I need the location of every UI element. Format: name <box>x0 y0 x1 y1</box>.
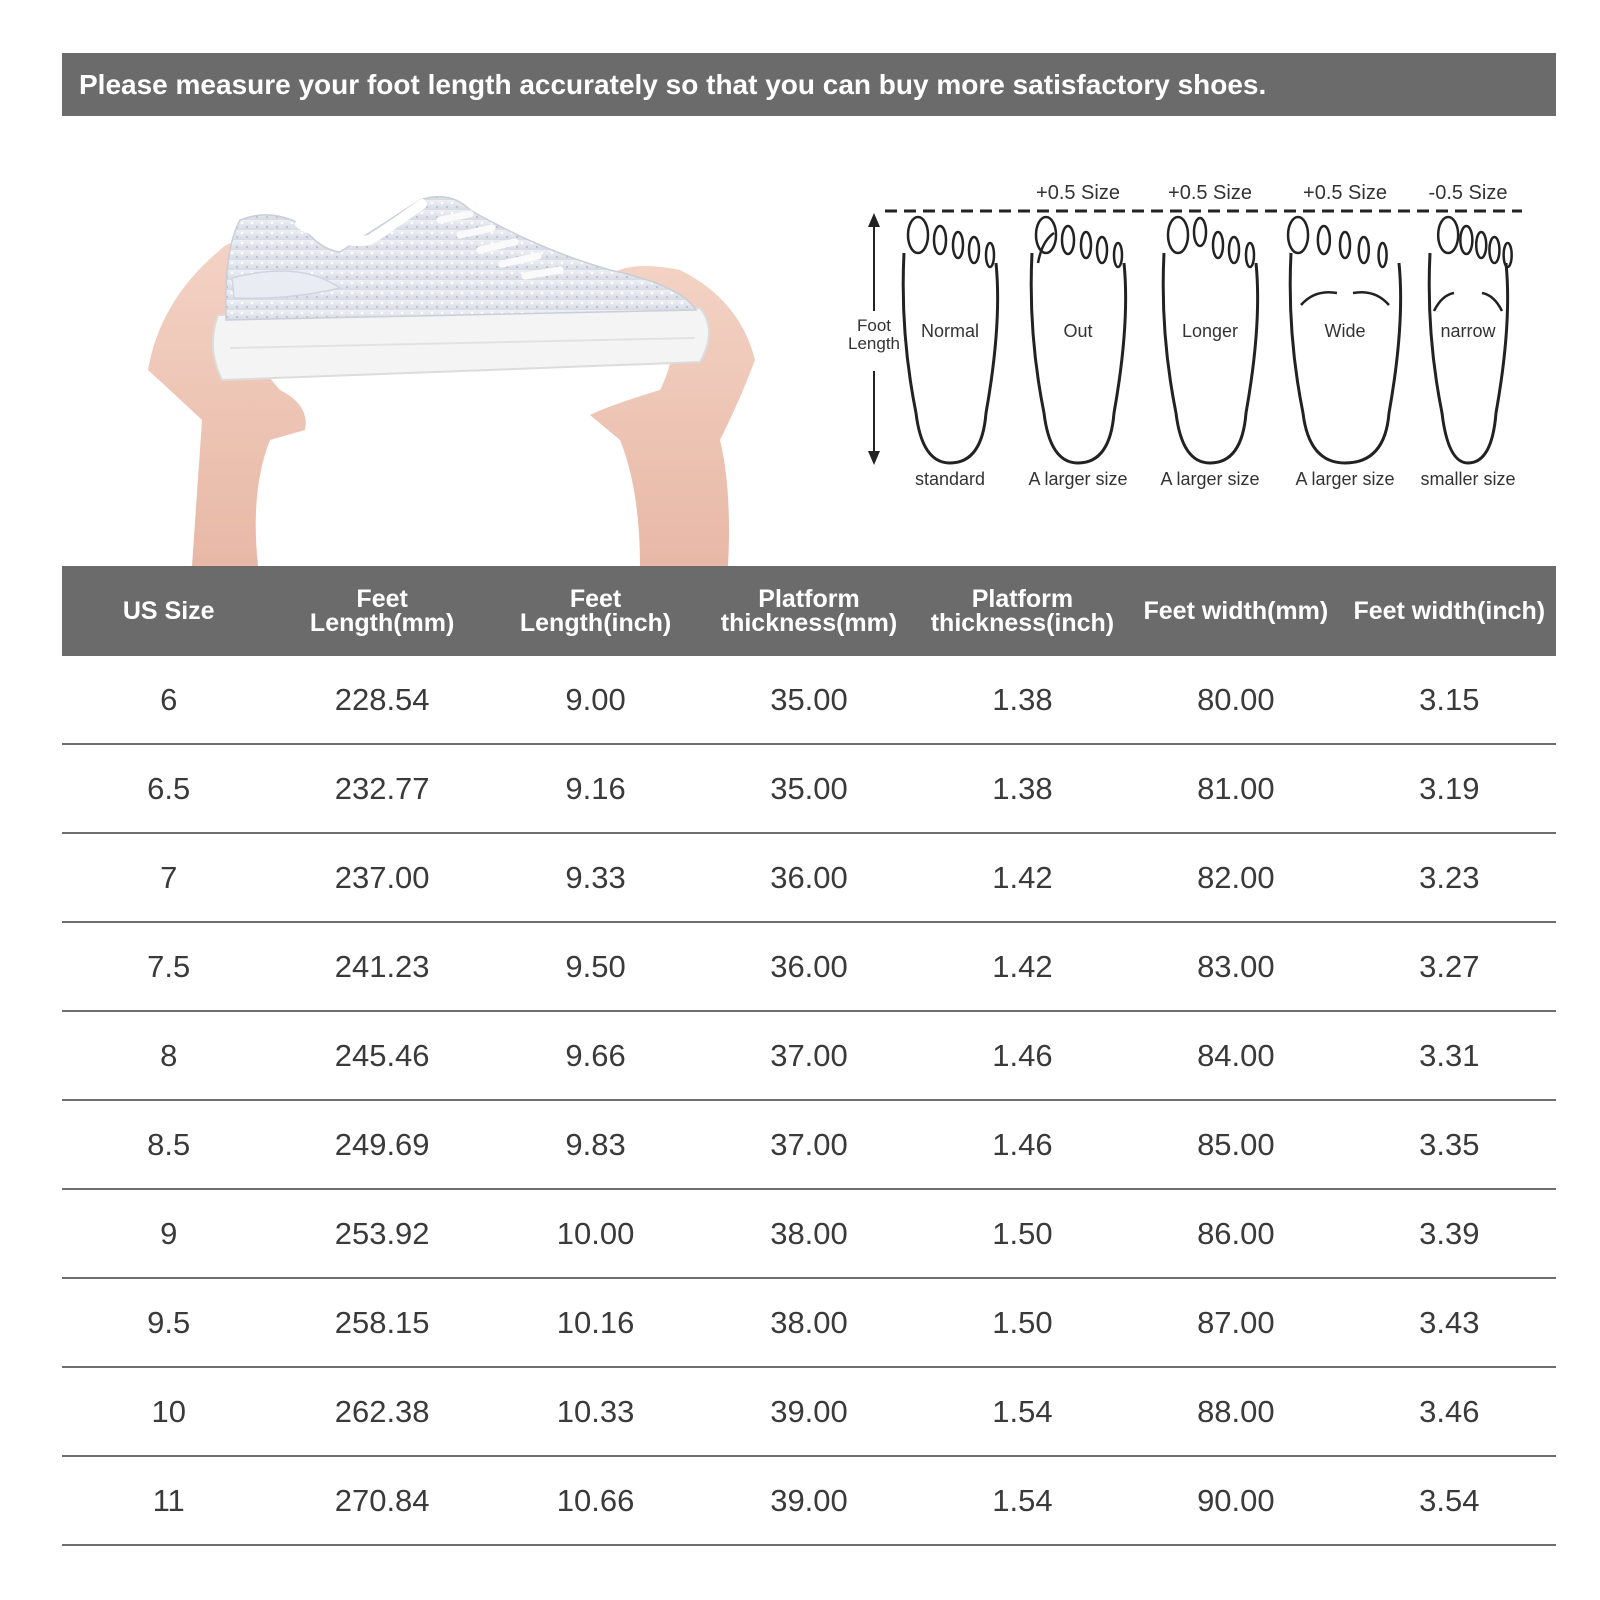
table-cell: 9.50 <box>565 948 626 984</box>
table-cell: 83.00 <box>1197 948 1275 984</box>
table-cell: 1.54 <box>992 1393 1053 1429</box>
table-cell: 39.00 <box>770 1393 848 1429</box>
table-cell: 10.66 <box>556 1482 635 1518</box>
table-cell: 36.00 <box>770 948 848 984</box>
size-adjust-label: +0.5 Size <box>1036 182 1120 204</box>
foot-length-label-line2: Length <box>848 334 900 353</box>
table-cell: 82.00 <box>1197 859 1275 895</box>
table-cell: 86.00 <box>1197 1215 1275 1251</box>
table-cell: 6.5 <box>147 770 191 806</box>
table-cell: 232.77 <box>334 770 430 806</box>
table-cell: 38.00 <box>770 1304 848 1340</box>
table-row <box>62 1012 1556 1101</box>
table-cell: 245.46 <box>334 1037 430 1073</box>
table-cell: 7 <box>160 859 178 895</box>
table-header <box>62 566 1556 656</box>
table-cell: 10.00 <box>556 1215 635 1251</box>
table-cell: 3.39 <box>1419 1215 1480 1251</box>
table-row <box>62 1279 1556 1368</box>
table-cell: 37.00 <box>770 1126 848 1162</box>
foot-outline-out <box>1028 182 1127 489</box>
size-adjust-label: -0.5 Size <box>1428 182 1508 204</box>
table-cell: 81.00 <box>1197 770 1275 806</box>
foot-outline-longer <box>1160 182 1259 489</box>
foot-type-label: narrow <box>1440 321 1496 341</box>
table-cell: 270.84 <box>334 1482 430 1518</box>
table-cell: 1.38 <box>992 681 1053 717</box>
table-cell: 241.23 <box>334 948 430 984</box>
column-header: Feet width(inch) <box>1353 597 1546 625</box>
table-cell: 90.00 <box>1197 1482 1275 1518</box>
table-cell: 10 <box>151 1393 186 1429</box>
size-recommendation-label: A larger size <box>1160 469 1260 489</box>
size-recommendation-label: smaller size <box>1420 469 1516 489</box>
table-cell: 35.00 <box>770 770 848 806</box>
foot-type-label: Normal <box>920 321 980 341</box>
table-row <box>62 923 1556 1012</box>
table-cell: 9.5 <box>147 1304 191 1340</box>
table-cell: 1.54 <box>992 1482 1053 1518</box>
table-cell: 9 <box>160 1215 178 1251</box>
table-cell: 88.00 <box>1197 1393 1275 1429</box>
foot-type-label: Wide <box>1324 321 1366 341</box>
table-cell: 36.00 <box>770 859 848 895</box>
size-recommendation-label: A larger size <box>1295 469 1395 489</box>
foot-outline-normal <box>903 217 997 489</box>
table-cell: 8 <box>160 1037 178 1073</box>
table-row <box>62 1368 1556 1457</box>
table-cell: 1.42 <box>992 948 1053 984</box>
column-header: Feet width(mm) <box>1143 597 1329 625</box>
table-cell: 84.00 <box>1197 1037 1275 1073</box>
table-cell: 3.15 <box>1419 681 1480 717</box>
table-cell: 3.43 <box>1419 1304 1480 1340</box>
column-header: Feet Length(inch) <box>519 585 672 637</box>
table-cell: 237.00 <box>334 859 430 895</box>
table-cell: 37.00 <box>770 1037 848 1073</box>
table-cell: 9.83 <box>565 1126 626 1162</box>
size-adjust-label: +0.5 Size <box>1168 182 1252 204</box>
table-row <box>62 745 1556 834</box>
table-cell: 258.15 <box>334 1304 430 1340</box>
page-banner: Please measure your foot length accurately so that you can buy more satisfactory shoes. <box>62 53 1556 116</box>
table-cell: 85.00 <box>1197 1126 1275 1162</box>
table-cell: 3.19 <box>1419 770 1480 806</box>
table-cell: 10.16 <box>556 1304 635 1340</box>
size-recommendation-label: A larger size <box>1028 469 1128 489</box>
table-row <box>62 1457 1556 1546</box>
table-cell: 1.38 <box>992 770 1053 806</box>
column-header: US Size <box>122 597 215 625</box>
table-row <box>62 1190 1556 1279</box>
table-cell: 8.5 <box>147 1126 191 1162</box>
table-cell: 87.00 <box>1197 1304 1275 1340</box>
table-cell: 80.00 <box>1197 681 1275 717</box>
table-cell: 3.54 <box>1419 1482 1480 1518</box>
table-cell: 1.42 <box>992 859 1053 895</box>
table-cell: 3.23 <box>1419 859 1480 895</box>
table-cell: 249.69 <box>334 1126 430 1162</box>
table-cell: 35.00 <box>770 681 848 717</box>
table-cell: 39.00 <box>770 1482 848 1518</box>
table-body <box>62 656 1556 1546</box>
table-cell: 3.46 <box>1419 1393 1480 1429</box>
column-header: Platform thickness(mm) <box>720 585 898 637</box>
table-cell: 9.16 <box>565 770 626 806</box>
table-row <box>62 1101 1556 1190</box>
table-cell: 38.00 <box>770 1215 848 1251</box>
table-row <box>62 656 1556 745</box>
table-cell: 7.5 <box>147 948 191 984</box>
size-adjust-label: +0.5 Size <box>1303 182 1387 204</box>
foot-type-label: Out <box>1063 321 1093 341</box>
foot-outline-narrow <box>1420 182 1515 489</box>
table-cell: 228.54 <box>334 681 430 717</box>
foot-shape-diagram <box>848 175 1560 515</box>
table-cell: 9.00 <box>565 681 626 717</box>
table-cell: 1.46 <box>992 1126 1053 1162</box>
table-row <box>62 834 1556 923</box>
product-photo <box>140 190 780 566</box>
table-cell: 1.50 <box>992 1215 1053 1251</box>
foot-outline-wide <box>1288 182 1401 489</box>
table-cell: 9.66 <box>565 1037 626 1073</box>
foot-length-arrow <box>848 213 900 465</box>
table-cell: 10.33 <box>556 1393 635 1429</box>
size-recommendation-label: standard <box>914 469 986 489</box>
table-cell: 262.38 <box>334 1393 430 1429</box>
table-cell: 1.50 <box>992 1304 1053 1340</box>
column-header: Feet Length(mm) <box>309 585 455 637</box>
column-header: Platform thickness(inch) <box>930 585 1115 637</box>
foot-length-label-line1: Foot <box>856 316 892 335</box>
size-chart-table <box>62 566 1556 1546</box>
table-cell: 3.27 <box>1419 948 1480 984</box>
table-cell: 6 <box>160 681 178 717</box>
table-cell: 1.46 <box>992 1037 1053 1073</box>
table-cell: 3.31 <box>1419 1037 1480 1073</box>
foot-type-label: Longer <box>1181 321 1239 341</box>
table-cell: 11 <box>152 1482 185 1518</box>
table-cell: 3.35 <box>1419 1126 1480 1162</box>
table-cell: 253.92 <box>334 1215 430 1251</box>
table-cell: 9.33 <box>565 859 626 895</box>
